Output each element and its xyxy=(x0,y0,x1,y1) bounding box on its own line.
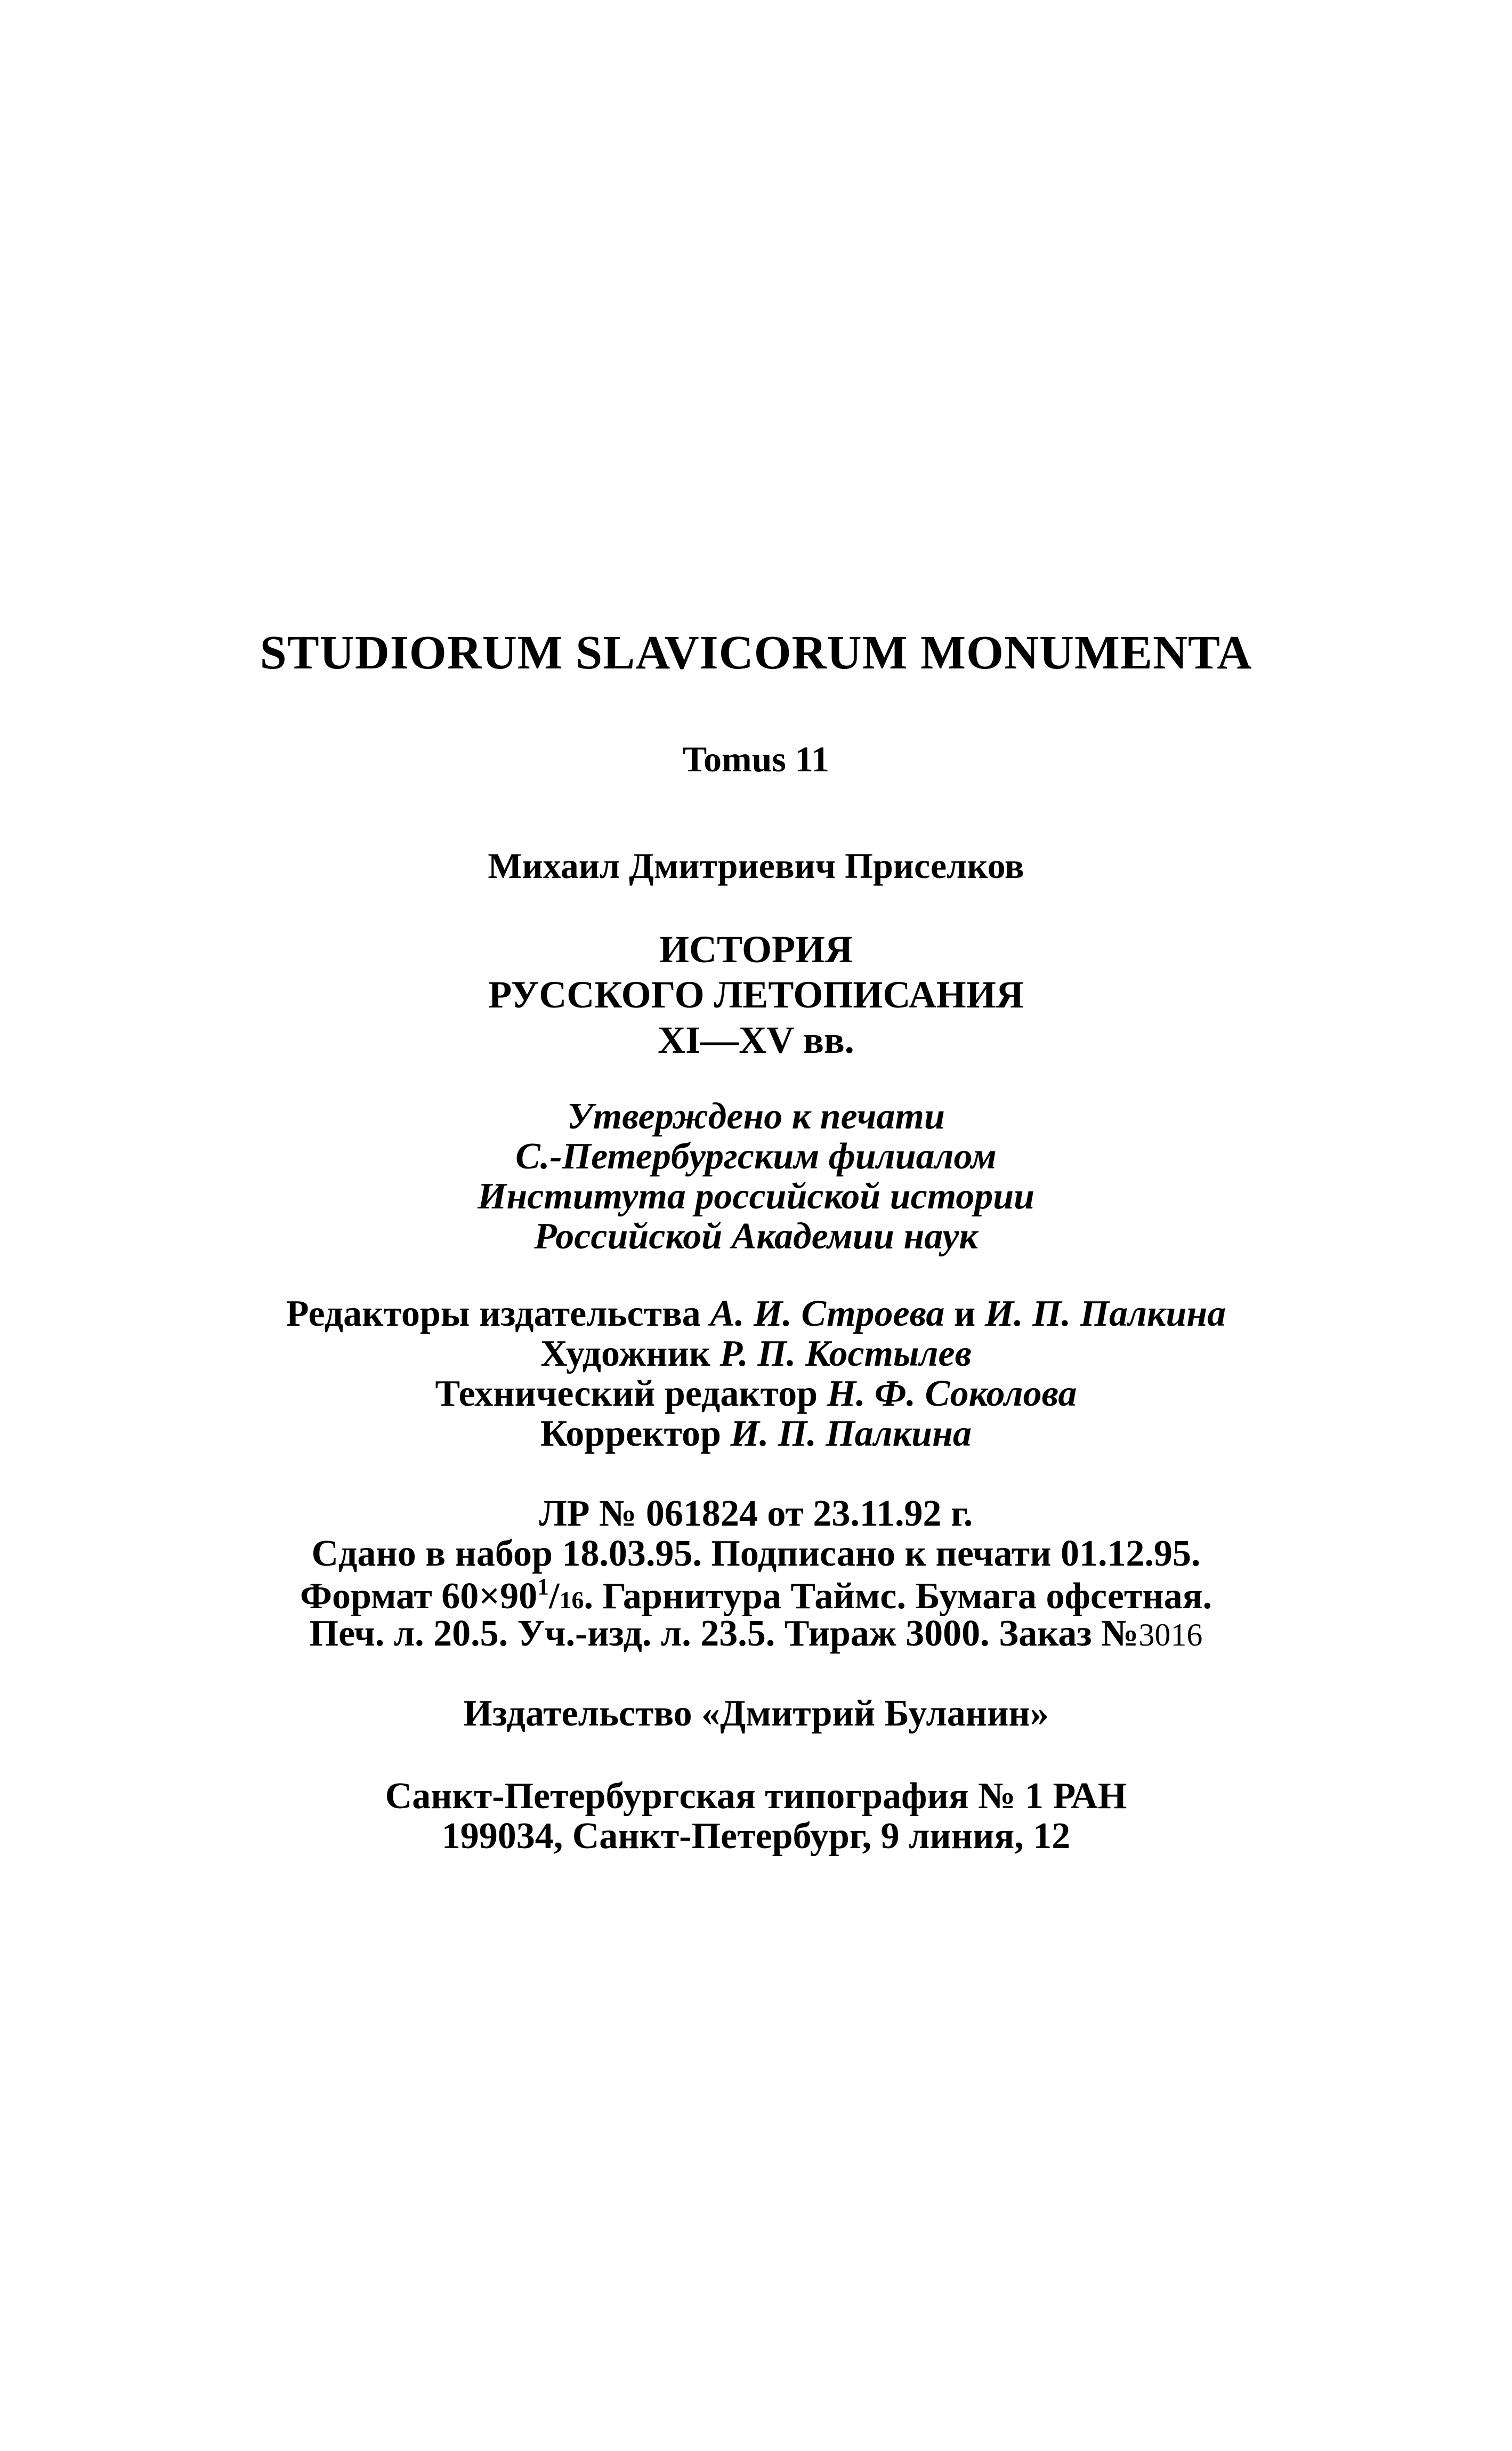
dates-line: Сдано в набор 18.03.95. Подписано к печати 01.12.95. xyxy=(311,1533,1201,1574)
editor-name-1: А. И. Строева xyxy=(710,1293,945,1334)
format-text-a: Формат 60×90 xyxy=(300,1576,538,1617)
printer-line-1: Санкт-Петербургская типография № 1 РАН xyxy=(385,1776,1127,1817)
volume-number: Tomus 11 xyxy=(682,739,830,779)
tech-editor-credit xyxy=(0,1375,1512,1413)
proofreader-credit xyxy=(0,1415,1512,1453)
format-slash: / xyxy=(549,1576,560,1617)
author-name: Михаил Дмитриевич Приселков xyxy=(488,845,1024,886)
print-text: Печ. л. 20.5. Уч.-изд. л. 23.5. Тираж 3000. Заказ № xyxy=(309,1613,1139,1654)
approval-line-4: Российской Академии наук xyxy=(534,1216,978,1257)
license-line: ЛР № 061824 от 23.11.92 г. xyxy=(539,1493,973,1534)
proofreader-role: Корректор xyxy=(540,1413,731,1454)
artist-role: Художник xyxy=(540,1333,720,1374)
publisher-line: Издательство «Дмитрий Буланин» xyxy=(463,1693,1049,1734)
book-title-line-2: РУССКОГО ЛЕТОПИСАНИЯ xyxy=(488,973,1024,1016)
approval-line-1: Утверждено к печати xyxy=(567,1096,945,1137)
book-title-line-1: ИСТОРИЯ xyxy=(659,928,853,971)
editors-conjunction: и xyxy=(944,1293,985,1334)
series-title: STUDIORUM SLAVICORUM MONUMENTA xyxy=(260,626,1252,679)
tech-editor-role: Технический редактор xyxy=(435,1373,827,1414)
format-superscript: 1 xyxy=(537,1574,549,1600)
editors-credit xyxy=(0,1295,1512,1333)
format-subscript: 16 xyxy=(559,1586,584,1614)
approval-line-2: С.-Петербургским филиалом xyxy=(515,1136,997,1177)
approval-line-3: Института российской истории xyxy=(477,1176,1035,1217)
format-line xyxy=(0,1575,1512,1615)
format-text-c: . Гарнитура Таймс. Бумага офсетная. xyxy=(584,1576,1212,1617)
book-title-line-3: XI—XV вв. xyxy=(658,1019,854,1061)
print-line xyxy=(0,1615,1512,1652)
printer-line-2: 199034, Санкт-Петербург, 9 линия, 12 xyxy=(441,1816,1071,1857)
artist-credit xyxy=(0,1335,1512,1373)
editors-role: Редакторы издательства xyxy=(286,1293,710,1334)
artist-name: Р. П. Костылев xyxy=(719,1333,972,1374)
proofreader-name: И. П. Палкина xyxy=(730,1413,972,1454)
tech-editor-name: Н. Ф. Соколова xyxy=(827,1373,1077,1414)
order-number: 3016 xyxy=(1138,1617,1203,1652)
editor-name-2: И. П. Палкина xyxy=(984,1293,1226,1334)
